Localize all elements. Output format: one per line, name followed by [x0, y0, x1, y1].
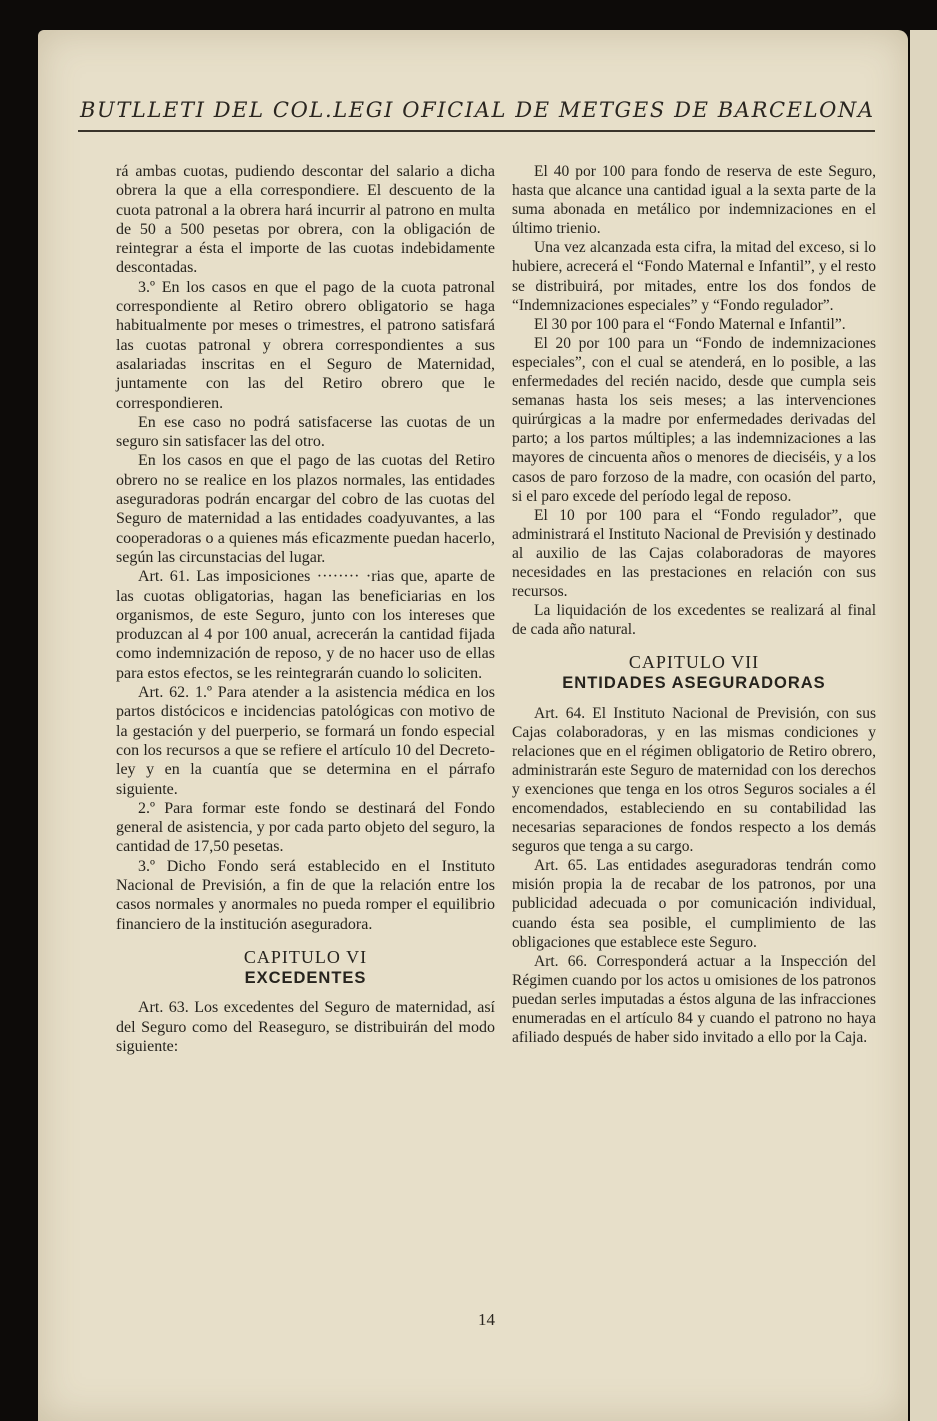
page-number: 14 — [478, 1310, 495, 1329]
paragraph: El 20 por 100 para un “Fondo de indemnizaciones especiales”, con el cual se atenderá, en lo posible, a las enfermedades del recién nacido, desde que cumpla seis semanas hasta los seis meses; a las intervenciones quirúrgicas a la madre por enfermedades derivadas del parto; a los partos múltiples; a las indemnizaciones a las mayores de cincuenta años o menores de dieciséis, y a los casos de paro forzoso de la madre, con ocasión del parto, si el paro excede del período legal de reposo. — [512, 334, 876, 505]
paragraph: Una vez alcanzada esta cifra, la mitad del exceso, si lo hubiere, acrecerá el “Fondo Maternal e Infantil”, y el resto se distribuirá, por mitades, entre los dos fondos de “Indemnizaciones especiales” y “Fondo regulador”. — [512, 239, 876, 314]
paragraph: Art. 66. Corresponderá actuar a la Inspección del Régimen cuando por los actos u omisiones de los patronos puedan serles imputadas a éstos alguna de las infracciones enumeradas en el artículo 84 y cuando el patrono no haya afiliado después de haber sido invitado a ello por la Caja. — [512, 952, 876, 1047]
running-header: BUTLLETI DEL COL.LEGI OFICIAL DE METGES DE BARCELONA — [80, 98, 875, 122]
chapter-subtitle: EXCEDENTES — [244, 969, 367, 988]
left-column — [116, 162, 495, 1056]
paragraph: Art. 62. 1.º Para atender a la asistencia médica en los partos distócicos e incidencias patológicas con motivo de la gestación y del puerperio, se formará un fondo especial con los recursos a que se refiere el artículo 10 del Decreto-ley y en la cuantía que se determina en el párrafo siguiente. — [116, 684, 495, 798]
paragraph: 2.º Para formar este fondo se destinará del Fondo general de asistencia, y por cada parto objeto del seguro, la cantidad de 17,50 pesetas. — [116, 799, 495, 856]
paragraph: La liquidación de los excedentes se realizará al final de cada año natural. — [512, 602, 876, 639]
chapter-title: CAPITULO VI — [243, 946, 368, 967]
chapter-subtitle: ENTIDADES ASEGURADORAS — [562, 674, 826, 693]
paragraph: Art. 65. Las entidades aseguradoras tendrán como misión propia la de recabar de los patronos, por una publicidad adecuada o por comunicación individual, cuando ésta sea posible, el cumplimiento de las obligaciones que establece este Seguro. — [512, 857, 876, 951]
paragraph: El 30 por 100 para el “Fondo Maternal e Infantil”. — [534, 315, 846, 333]
paragraph: El 40 por 100 para fondo de reserva de este Seguro, hasta que alcance una cantidad igual a la sexta parte de la suma abonada en metálico por indemnizaciones en el último trienio. — [512, 163, 876, 238]
facing-page-edge — [910, 30, 937, 1421]
right-column — [512, 162, 876, 1047]
paragraph: En ese caso no podrá satisfacerse las cuotas de un seguro sin satisfacer las del otro. — [116, 413, 495, 451]
paragraph: 3.º Dicho Fondo será establecido en el Instituto Nacional de Previsión, a fin de que la relación entre los casos normales y anormales no pueda romper el equilibrio financiero de la institución aseguradora. — [116, 857, 495, 933]
header-rule — [78, 130, 875, 132]
paragraph: El 10 por 100 para el “Fondo regulador”, que administrará el Instituto Nacional de Previsión y destinado al auxilio de las Cajas colaboradoras de mayores necesidades en las prestaciones en relación con sus recursos. — [512, 506, 876, 601]
paragraph: Art. 61. Las imposiciones ········ ·rias que, aparte de las cuotas obligatorias, hagan las beneficiarias en los organismos, de este Seguro, junto con los intereses que produzcan al 4 por 100 anual, acrecerán la cantidad fijada como indemnización de reposo, y de no hacer uso de ellas para estos efectos, se les reintegrarán cuando lo soliciten. — [116, 568, 495, 682]
paragraph: En los casos en que el pago de las cuotas del Retiro obrero no se realice en los plazos normales, las entidades aseguradoras podrán encargar del cobro de las cuotas del Seguro de maternidad a las entidades coadyuvantes, a las cooperadoras o a quienes más eficazmente puedan hacerlo, según las circunstacias del lugar. — [116, 452, 495, 566]
chapter-title: CAPITULO VII — [628, 652, 760, 673]
paragraph: rá ambas cuotas, pudiendo descontar del salario a dicha obrera la que a ella correspondiere. El descuento de la cuota patronal a la obrera hará incurrir al patrono en multa de 50 a 500 pesetas por obrera, con la obligación de reintegrar a ésta el importe de las cuotas indebidamente descontadas. — [116, 163, 495, 277]
paragraph: 3.º En los casos en que el pago de la cuota patronal correspondiente al Retiro obrero obligatorio se haga habitualmente por meses o trimestres, el patrono satisfará las cuotas patronal y obrera correspondientes a sus asalariadas inscritas en el Seguro de Maternidad, juntamente con las del Retiro obrero que le correspondieren. — [116, 278, 495, 412]
paragraph: Art. 63. Los excedentes del Seguro de maternidad, así del Seguro como del Reaseguro, se distribuirán del modo siguiente: — [116, 999, 495, 1056]
paragraph: Art. 64. El Instituto Nacional de Previsión, con sus Cajas colaboradoras, y en las mismas condiciones y relaciones que en el régimen obligatorio de Retiro obrero, administrarán este Seguro de maternidad con los derechos y exenciones que tenga en los otros Seguros sociales a él encomendados, estableciendo en su contabilidad las necesarias separaciones de fondos respecto a los demás seguros que tenga a su cargo. — [512, 704, 876, 856]
